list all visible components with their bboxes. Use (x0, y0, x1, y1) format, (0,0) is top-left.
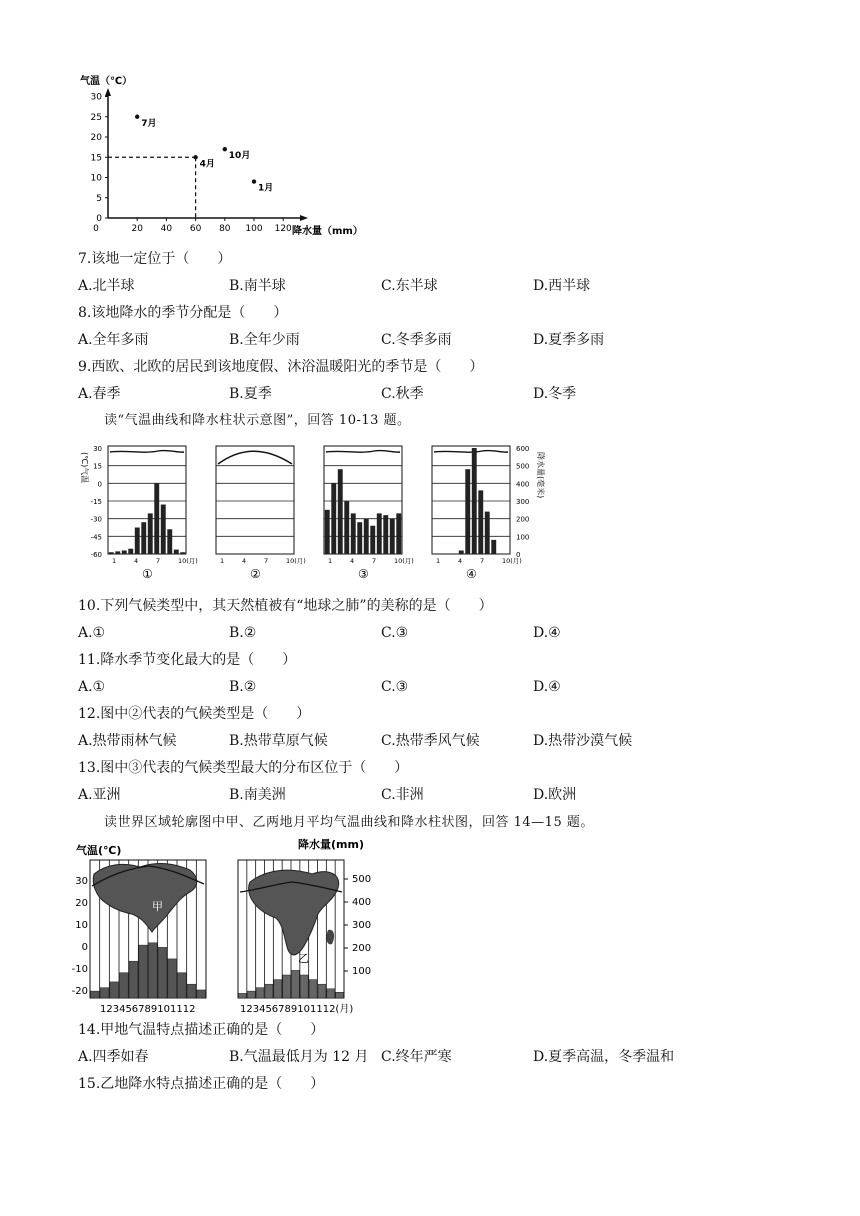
option[interactable]: D.冬季 (533, 386, 577, 402)
precipitation-bar (139, 945, 148, 998)
left-tick-label: -30 (90, 515, 102, 524)
x-tick-label: 40 (160, 224, 173, 234)
precipitation-bar (154, 483, 159, 554)
left-tick-label: -60 (90, 551, 102, 559)
precipitation-tick-label: 400 (352, 897, 372, 908)
temperature-tick-label: -10 (72, 964, 88, 975)
precipitation-bar (390, 519, 395, 554)
chart-caption: ③ (358, 567, 369, 581)
y-axis-label: 气温（℃） (80, 76, 133, 87)
option[interactable]: D.夏季多雨 (533, 332, 605, 348)
option[interactable]: B.夏季 (229, 386, 272, 402)
precipitation-bar (128, 549, 133, 554)
precipitation-bar (168, 959, 177, 998)
question-13: 13.图中③代表的气候类型最大的分布区位于（ ） (78, 760, 409, 776)
x-tick-label: 60 (189, 224, 202, 234)
x-tick-label: 20 (131, 224, 143, 234)
precipitation-tick-label: 300 (352, 920, 372, 931)
chart-caption: ① (142, 567, 153, 581)
y-tick-label: 10 (90, 173, 102, 184)
right-tick-label: 200 (516, 515, 530, 524)
precipitation-bar (135, 528, 140, 555)
month-tick-label: 7 (264, 557, 269, 565)
x-axis-arrow (300, 215, 308, 221)
left-tick-label: 15 (93, 462, 102, 471)
right-tick-label: 0 (516, 551, 521, 559)
temperature-curve (110, 450, 184, 452)
precipitation-bar (377, 513, 382, 554)
month-tick-label: 4 (242, 557, 247, 565)
precipitation-bar (161, 505, 166, 554)
precipitation-bar (167, 529, 172, 554)
precipitation-bar (120, 973, 129, 998)
precipitation-bar (491, 540, 496, 554)
data-point-label: 4月 (199, 159, 215, 170)
right-tick-label: 500 (516, 462, 530, 471)
precipitation-bar (197, 990, 206, 998)
precipitation-bar (459, 550, 464, 554)
temperature-tick-label: 10 (75, 920, 88, 931)
question-9: 9.西欧、北欧的居民到该地度假、沐浴温暖阳光的季节是（ ） (78, 359, 484, 375)
x-axis-label: 降水量（mm） (292, 226, 363, 237)
month-tick-label: 4 (134, 557, 139, 565)
precipitation-bar (265, 984, 273, 998)
temperature-curve (218, 451, 292, 464)
precipitation-bar (274, 980, 282, 998)
question-12: 12.图中②代表的气候类型是（ ） (78, 706, 311, 722)
data-point (223, 147, 227, 151)
option[interactable]: C.③ (381, 679, 409, 695)
option[interactable]: B.气温最低月为 12 月 (229, 1049, 369, 1065)
question-11: 11.降水季节变化最大的是（ ） (78, 652, 297, 668)
right-tick-label: 600 (516, 445, 530, 453)
data-point-label: 1月 (258, 183, 274, 194)
right-axis-label: 降水量(毫米) (536, 452, 545, 499)
left-tick-label: -45 (90, 533, 102, 542)
data-point (193, 155, 197, 159)
month-tick-label: 7 (480, 557, 485, 565)
data-point (135, 115, 139, 119)
x-tick-label: 120 (274, 224, 292, 234)
month-tick-label: 10(月) (394, 557, 414, 565)
y-tick-label: 0 (96, 214, 102, 224)
jia-label: 甲 (152, 900, 163, 913)
option[interactable]: C.冬季多雨 (381, 332, 452, 348)
month-tick-label: 1 (328, 557, 333, 565)
temperature-tick-label: 0 (81, 942, 88, 953)
data-point (252, 179, 256, 183)
precipitation-bar (178, 973, 187, 998)
option[interactable]: D.热带沙漠气候 (533, 733, 633, 749)
month-tick-label: 10(月) (286, 557, 306, 565)
option[interactable]: D.西半球 (533, 278, 591, 294)
y-tick-label: 25 (90, 112, 102, 123)
yi-label: 乙 (298, 952, 309, 965)
intro-text-10-13: 读“气温曲线和降水柱状示意图”，回答 10-13 题。 (104, 413, 411, 428)
precipitation-bar (344, 501, 349, 554)
precipitation-bar (129, 961, 138, 998)
left-tick-label: 30 (93, 445, 102, 453)
option[interactable]: B.南半球 (229, 278, 286, 294)
precipitation-bar (149, 943, 158, 998)
precipitation-bar (357, 522, 362, 554)
precipitation-bar (364, 519, 369, 554)
precipitation-bar (100, 988, 109, 998)
option[interactable]: A.北半球 (78, 278, 135, 294)
precipitation-bar (331, 483, 336, 554)
precipitation-bar (122, 550, 127, 554)
data-point-label: 7月 (141, 118, 157, 129)
precipitation-bar (110, 982, 119, 998)
option[interactable]: B.② (229, 679, 257, 695)
option[interactable]: A.① (78, 625, 106, 641)
y-tick-label: 15 (90, 153, 102, 164)
question-10: 10.下列气候类型中，其天然植被有“地球之肺”的美称的是（ ） (78, 598, 493, 614)
chart-caption: ② (250, 567, 261, 581)
option[interactable]: D.夏季高温，冬季温和 (533, 1049, 675, 1065)
option[interactable]: A.① (78, 679, 106, 695)
right-tick-label: 300 (516, 498, 530, 506)
precipitation-bar (115, 551, 120, 554)
precipitation-bar (478, 490, 483, 554)
question-15: 15.乙地降水特点描述正确的是（ ） (78, 1076, 325, 1092)
precipitation-tick-label: 200 (352, 943, 372, 954)
precipitation-bar (325, 510, 330, 554)
question-14: 14.甲地气温特点描述正确的是（ ） (78, 1022, 325, 1038)
temperature-tick-label: 20 (75, 898, 88, 909)
option[interactable]: C.秋季 (381, 386, 424, 402)
yi-region-map (249, 870, 339, 955)
precipitation-bar (247, 991, 255, 998)
right-tick-label: 100 (516, 533, 530, 542)
y-axis-arrow (105, 88, 111, 96)
climate-charts-figure (74, 440, 554, 586)
option[interactable]: C.热带季风气候 (381, 733, 480, 749)
month-tick-label: 7 (372, 557, 377, 565)
precipitation-bar (300, 975, 308, 998)
option[interactable]: D.④ (533, 679, 561, 695)
option[interactable]: B.南美洲 (229, 787, 286, 803)
precipitation-bar (91, 991, 100, 998)
y-tick-label: 20 (90, 133, 102, 143)
option[interactable]: A.热带雨林气候 (78, 733, 177, 749)
precipitation-bar (187, 984, 196, 998)
precipitation-tick-label: 500 (352, 874, 372, 885)
climate-chart-frame (108, 446, 186, 554)
y-tick-label: 5 (96, 193, 102, 204)
region-map-climate-figure (72, 834, 392, 1018)
month-tick-label: 1 (112, 557, 117, 565)
precipitation-bar (465, 469, 470, 554)
temperature-precipitation-scatter-chart (70, 72, 370, 240)
x-tick-label: 80 (219, 224, 231, 234)
climate-chart-frame (432, 446, 510, 554)
precipitation-bar (158, 947, 167, 998)
temperature-curve (434, 450, 508, 452)
chart-caption: ④ (466, 567, 477, 581)
option[interactable]: A.四季如春 (78, 1049, 149, 1065)
question-7: 7.该地一定位于（ ） (78, 251, 232, 267)
precipitation-tick-label: 100 (352, 966, 372, 977)
precipitation-bar (256, 988, 264, 998)
months-axis-right: 123456789101112(月) (240, 1004, 354, 1015)
precipitation-bar (396, 513, 401, 554)
y-tick-label: 30 (90, 92, 102, 103)
x-tick-label: 0 (93, 224, 99, 234)
month-tick-label: 7 (156, 557, 161, 565)
intro-text-14-15: 读世界区域轮廓图中甲、乙两地月平均气温曲线和降水柱状图，回答 14—15 题。 (104, 815, 594, 830)
option[interactable]: B.全年少雨 (229, 332, 300, 348)
left-tick-label: 0 (97, 480, 102, 489)
precipitation-bar (370, 526, 375, 554)
months-axis-left: 123456789101112 (100, 1004, 196, 1015)
option[interactable]: C.终年严寒 (381, 1049, 452, 1065)
precipitation-bar (351, 513, 356, 554)
precipitation-bar (472, 448, 477, 554)
precipitation-bar (239, 993, 247, 998)
left-tick-label: -15 (90, 498, 102, 506)
option[interactable]: A.春季 (78, 386, 121, 402)
month-tick-label: 1 (220, 557, 225, 565)
precipitation-bar (318, 984, 326, 998)
island (326, 930, 334, 945)
month-tick-label: 10(月) (178, 557, 198, 565)
temperature-tick-label: -20 (72, 986, 88, 997)
option[interactable]: B.② (229, 625, 257, 641)
precipitation-bar (338, 469, 343, 554)
precipitation-bar (180, 552, 185, 554)
precipitation-bar (109, 552, 114, 554)
temperature-axis-label: 气温(℃) (76, 844, 122, 857)
data-point-label: 10月 (228, 151, 251, 162)
question-8: 8.该地降水的季节分配是（ ） (78, 305, 288, 321)
option[interactable]: A.亚洲 (78, 787, 121, 803)
precipitation-bar (485, 512, 490, 554)
precipitation-bar (148, 513, 153, 554)
temperature-curve (326, 450, 400, 452)
precipitation-axis-label: 降水量(mm) (298, 838, 364, 851)
option[interactable]: D.④ (533, 625, 561, 641)
option[interactable]: D.欧洲 (533, 787, 577, 803)
precipitation-bar (283, 975, 291, 998)
precipitation-bar (174, 550, 179, 554)
precipitation-bar (309, 980, 317, 998)
right-tick-label: 400 (516, 480, 530, 489)
month-tick-label: 1 (436, 557, 441, 565)
month-tick-label: 10(月) (502, 557, 522, 565)
precipitation-bar (292, 970, 300, 998)
temperature-tick-label: 30 (75, 876, 88, 887)
climate-chart-frame (216, 446, 294, 554)
option[interactable]: C.非洲 (381, 787, 424, 803)
month-tick-label: 4 (350, 557, 355, 565)
month-tick-label: 4 (458, 557, 463, 565)
x-tick-label: 100 (245, 224, 263, 234)
precipitation-bar (141, 522, 146, 554)
option[interactable]: B.热带草原气候 (229, 733, 328, 749)
precipitation-bar (327, 989, 335, 998)
option[interactable]: C.③ (381, 625, 409, 641)
precipitation-bar (336, 992, 344, 998)
option[interactable]: A.全年多雨 (78, 332, 149, 348)
precipitation-bar (383, 515, 388, 554)
option[interactable]: C.东半球 (381, 278, 438, 294)
left-axis-label: (℃)气温 (80, 452, 89, 484)
